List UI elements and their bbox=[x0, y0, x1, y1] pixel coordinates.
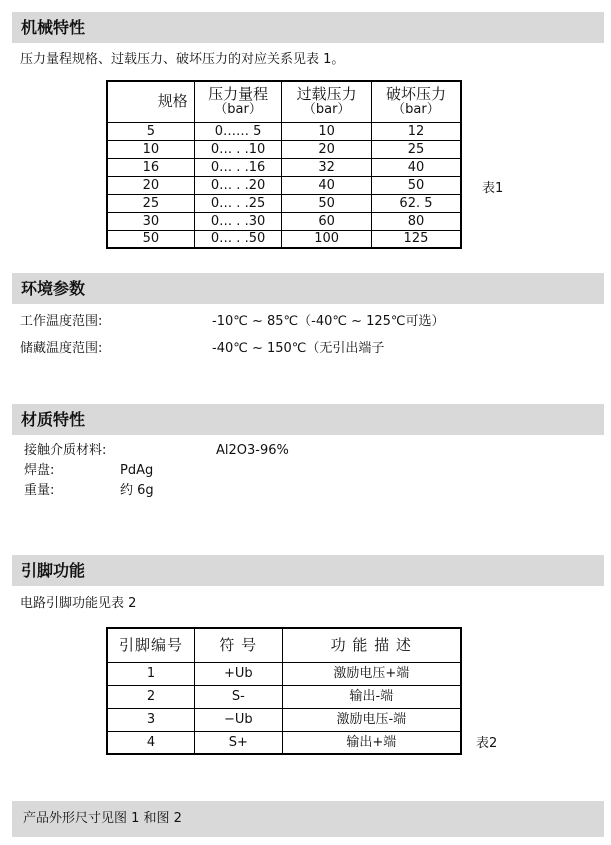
cell-overload: 20 bbox=[282, 140, 372, 158]
table-row bbox=[107, 230, 461, 248]
header-overload: 过载压力 （bar） bbox=[282, 81, 372, 122]
material-label-medium: 接触介质材料: bbox=[24, 443, 107, 458]
pins-description: 电路引脚功能见表 2 bbox=[20, 596, 137, 611]
cell-range: 0… . .10 bbox=[194, 140, 282, 158]
cell-overload: 60 bbox=[282, 212, 372, 230]
material-value-medium: Al2O3-96% bbox=[216, 443, 289, 458]
cell-function: 输出-端 bbox=[282, 685, 461, 708]
env-label-storage: 储藏温度范围: bbox=[20, 341, 103, 356]
env-value-operating: -10℃ ~ 85℃（-40℃ ~ 125℃可选） bbox=[212, 314, 445, 329]
cell-pin: 3 bbox=[107, 708, 195, 731]
cell-symbol: −Ub bbox=[195, 708, 283, 731]
cell-burst: 12 bbox=[371, 122, 461, 140]
table-row bbox=[107, 731, 461, 754]
table-header-row bbox=[107, 81, 461, 122]
header-function: 功 能 描 述 bbox=[282, 628, 461, 662]
cell-spec: 10 bbox=[107, 140, 194, 158]
cell-burst: 25 bbox=[371, 140, 461, 158]
cell-burst: 80 bbox=[371, 212, 461, 230]
cell-spec: 5 bbox=[107, 122, 194, 140]
cell-pin: 1 bbox=[107, 662, 195, 685]
cell-overload: 32 bbox=[282, 158, 372, 176]
cell-function: 激励电压+端 bbox=[282, 662, 461, 685]
footer-note: 产品外形尺寸见图 1 和图 2 bbox=[12, 801, 604, 837]
table-row bbox=[107, 212, 461, 230]
cell-overload: 40 bbox=[282, 176, 372, 194]
table-row bbox=[107, 176, 461, 194]
table-row bbox=[107, 158, 461, 176]
table-row bbox=[107, 194, 461, 212]
cell-range: 0… . .50 bbox=[194, 230, 282, 248]
cell-spec: 25 bbox=[107, 194, 194, 212]
cell-function: 激励电压-端 bbox=[282, 708, 461, 731]
env-label-operating: 工作温度范围: bbox=[20, 314, 103, 329]
pressure-spec-table bbox=[106, 80, 462, 249]
cell-burst: 62. 5 bbox=[371, 194, 461, 212]
cell-range: 0… . .16 bbox=[194, 158, 282, 176]
cell-burst: 40 bbox=[371, 158, 461, 176]
table-row bbox=[107, 662, 461, 685]
cell-pin: 2 bbox=[107, 685, 195, 708]
cell-spec: 30 bbox=[107, 212, 194, 230]
section-title-mechanical: 机械特性 bbox=[12, 12, 604, 43]
section-title-environment: 环境参数 bbox=[12, 273, 604, 304]
cell-range: 0…… 5 bbox=[194, 122, 282, 140]
pin-function-table bbox=[106, 627, 462, 755]
header-symbol: 符 号 bbox=[195, 628, 283, 662]
cell-pin: 4 bbox=[107, 731, 195, 754]
section-title-material: 材质特性 bbox=[12, 404, 604, 435]
table-row bbox=[107, 140, 461, 158]
cell-symbol: S+ bbox=[195, 731, 283, 754]
table1-caption: 表1 bbox=[482, 181, 504, 196]
material-label-weight: 重量: bbox=[24, 483, 55, 498]
cell-symbol: S- bbox=[195, 685, 283, 708]
cell-function: 输出+端 bbox=[282, 731, 461, 754]
section-title-pins: 引脚功能 bbox=[12, 555, 604, 586]
cell-range: 0… . .20 bbox=[194, 176, 282, 194]
table-header-row bbox=[107, 628, 461, 662]
table2-caption: 表2 bbox=[476, 736, 498, 751]
header-pin: 引脚编号 bbox=[107, 628, 195, 662]
header-burst: 破坏压力 （bar） bbox=[371, 81, 461, 122]
table-row bbox=[107, 685, 461, 708]
material-value-pad: PdAg bbox=[120, 463, 154, 478]
cell-range: 0… . .30 bbox=[194, 212, 282, 230]
cell-overload: 10 bbox=[282, 122, 372, 140]
header-spec: 规格 bbox=[107, 81, 194, 122]
material-label-pad: 焊盘: bbox=[24, 463, 55, 478]
mechanical-description: 压力量程规格、过载压力、破坏压力的对应关系见表 1。 bbox=[20, 52, 345, 67]
cell-overload: 100 bbox=[282, 230, 372, 248]
env-value-storage: -40℃ ~ 150℃（无引出端子 bbox=[212, 341, 385, 356]
header-range: 压力量程 （bar） bbox=[194, 81, 282, 122]
material-value-weight: 约 6g bbox=[120, 483, 154, 498]
cell-burst: 125 bbox=[371, 230, 461, 248]
cell-spec: 20 bbox=[107, 176, 194, 194]
cell-symbol: +Ub bbox=[195, 662, 283, 685]
cell-overload: 50 bbox=[282, 194, 372, 212]
table-row bbox=[107, 122, 461, 140]
table-row bbox=[107, 708, 461, 731]
cell-spec: 16 bbox=[107, 158, 194, 176]
cell-spec: 50 bbox=[107, 230, 194, 248]
cell-range: 0… . .25 bbox=[194, 194, 282, 212]
cell-burst: 50 bbox=[371, 176, 461, 194]
